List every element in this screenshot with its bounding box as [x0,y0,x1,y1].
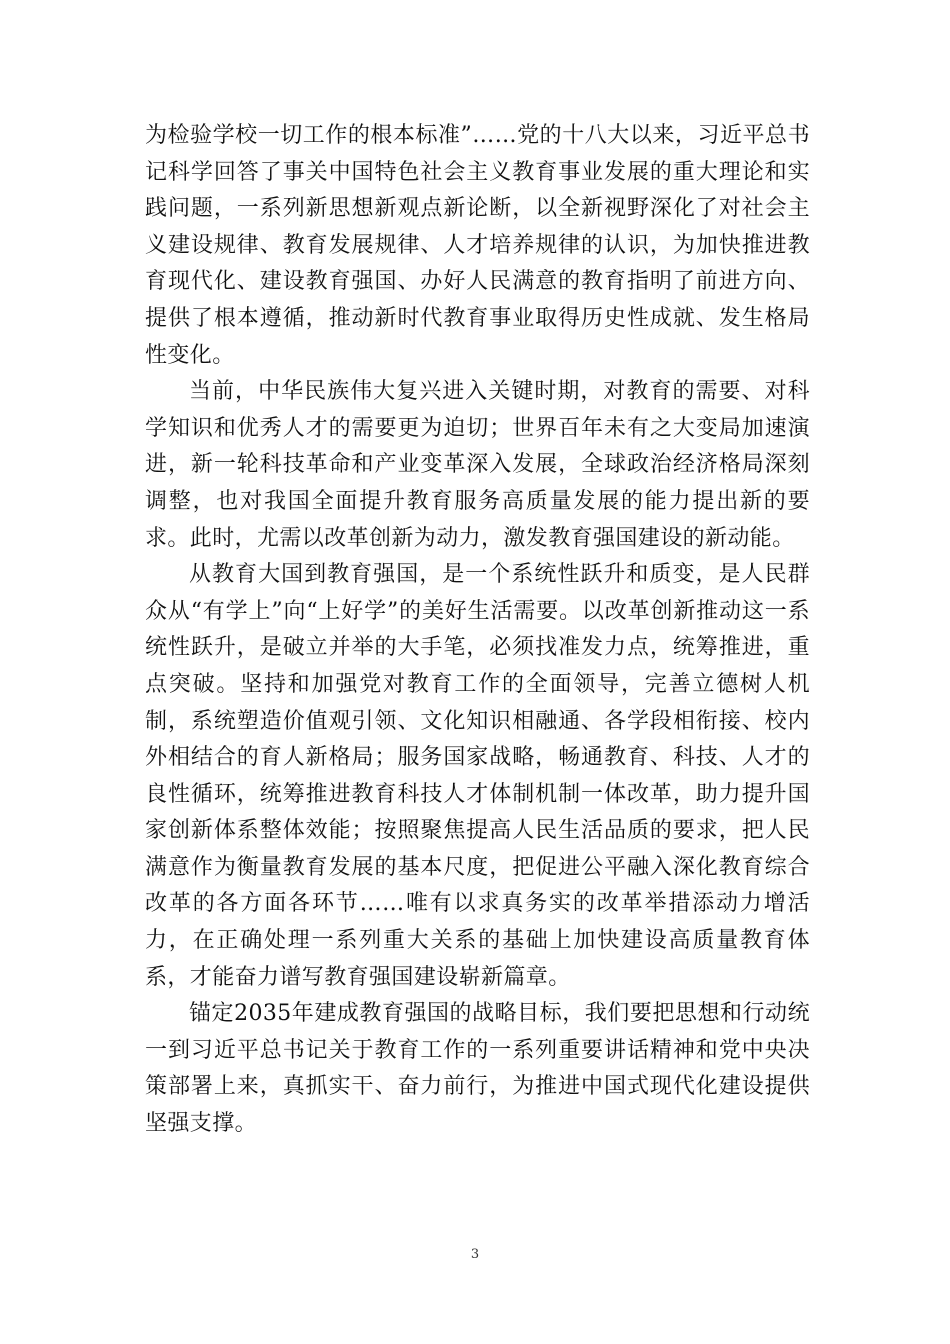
body-text [145,118,810,1143]
paragraph-3: 从教育大国到教育强国，是一个系统性跃升和质变，是人民群众从“有学上”向“上好学”的美好生活需要。以改革创新推动这一系统性跃升，是破立并举的大手笔，必须找准发力点，统筹推进，重点突破。坚持和加强党对教育工作的全面领导，完善立德树人机制，系统塑造价值观引领、文化知识相融通、各学段相衔接、校内外相结合的育人新格局；服务国家战略，畅通教育、科技、人才的良性循环，统筹推进教育科技人才体制机制一体改革，助力提升国家创新体系整体效能；按照聚焦提高人民生活品质的要求，把人民满意作为衡量教育发展的基本尺度，把促进公平融入深化教育综合改革的各方面各环节……唯有以求真务实的改革举措添动力增活力，在正确处理一系列重大关系的基础上加快建设高质量教育体系，才能奋力谱写教育强国建设崭新篇章。 [145,562,810,990]
page-number: 3 [470,1247,480,1262]
paragraph-4: 锚定2035年建成教育强国的战略目标，我们要把思想和行动统一到习近平总书记关于教育工作的一系列重要讲话精神和党中央决策部署上来，真抓实干、奋力前行，为推进中国式现代化建设提供坚强支撑。 [145,1001,810,1137]
paragraph-1: 为检验学校一切工作的根本标准”……党的十八大以来，习近平总书记科学回答了事关中国特色社会主义教育事业发展的重大理论和实践问题，一系列新思想新观点新论断，以全新视野深化了对社会主义建设规律、教育发展规律、人才培养规律的认识，为加快推进教育现代化、建设教育强国、办好人民满意的教育指明了前进方向、提供了根本遵循，推动新时代教育事业取得历史性成就、发生格局性变化。 [145,123,810,368]
paragraph-2: 当前，中华民族伟大复兴进入关键时期，对教育的需要、对科学知识和优秀人才的需要更为迫切；世界百年未有之大变局加速演进，新一轮科技革命和产业变革深入发展，全球政治经济格局深刻调整，也对我国全面提升教育服务高质量发展的能力提出新的要求。此时，尤需以改革创新为动力，激发教育强国建设的新动能。 [145,379,810,551]
